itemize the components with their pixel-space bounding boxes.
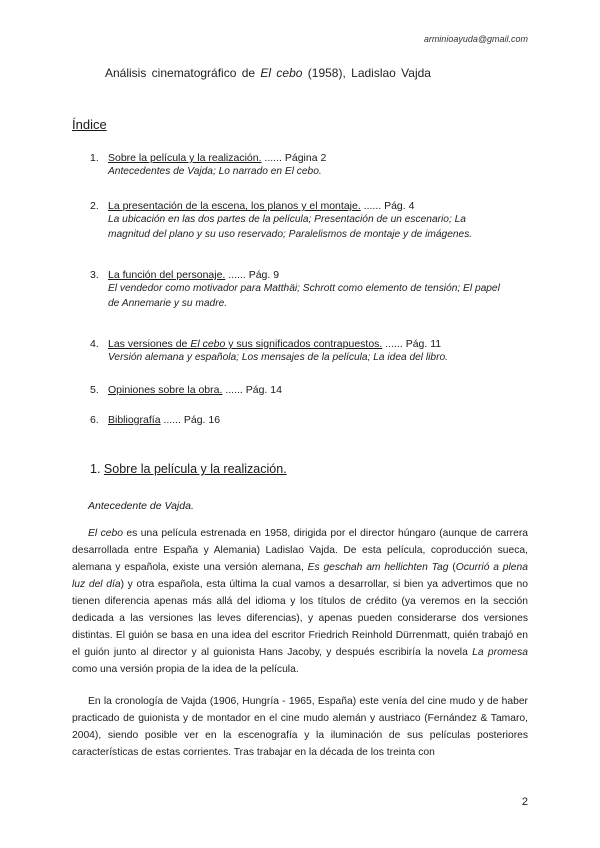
toc-item: 2. La presentación de la escena, los planos y el montaje. ...... Pág. 4 La ubicación en las dos partes de la película; Presentación de un escenario; La magnitud del plano y su uso reservado; Paralelismos de montaje y de imágenes. (90, 200, 508, 242)
toc-link[interactable]: La función del personaje. (108, 269, 226, 281)
toc-item: 6. Bibliografía ...... Pág. 16 (90, 414, 221, 426)
toc-item: 1. Sobre la película y la realización. ...... Página 2 Antecedentes de Vajda; Lo narrado en El cebo. (90, 152, 508, 179)
section-subheading: Antecedente de Vajda. (88, 500, 194, 512)
toc-page: Pág. 9 (248, 269, 280, 281)
toc-page: Pág. 16 (183, 414, 221, 426)
author-email: arminioayuda@gmail.com (423, 34, 528, 44)
toc-subtopics: Versión alemana y española; Los mensajes de la película; La idea del libro. (108, 352, 448, 363)
toc-page: Página 2 (284, 152, 327, 164)
title-film: El cebo (260, 66, 303, 80)
index-heading: Índice (72, 117, 107, 132)
toc-page: Pág. 11 (405, 338, 442, 350)
toc-item: 3. La función del personaje. ...... Pág. 9 El vendedor como motivador para Matthäi; Schrott como elemento de tensión; El papel de Annemarie y su madre. (90, 269, 508, 311)
toc-page: Pág. 14 (245, 384, 282, 396)
section-heading: 1. Sobre la película y la realización. (90, 462, 287, 476)
toc-link[interactable]: Sobre la película y la realización. (108, 152, 262, 164)
toc-link[interactable]: La presentación de la escena, los planos y el montaje. (108, 200, 361, 212)
document-title: Análisis cinematográfico de El cebo (1958), Ladislao Vajda (105, 66, 431, 80)
toc-item: 4. Las versiones de El cebo y sus significados contrapuestos. ...... Pág. 11 Versión alemana y española; Los mensajes de la película; La idea del libro. (90, 338, 508, 365)
page-number: 2 (521, 796, 528, 808)
toc-subtopics: El vendedor como motivador para Matthäi; Schrott como elemento de tensión; El papel de Annemarie y su madre. (108, 283, 500, 309)
body-paragraph: En la cronología de Vajda (1906, Hungría - 1965, España) este venía del cine mudo y de haber practicado de guionista y de montador en el cine mudo alemán y austriaco (Fernández & Tamaro, 2004), siendo posible ver en la escenografía y la iluminación de sus películas posteriores características de estas corrientes. Tras trabajar en la década de los treinta con (72, 696, 528, 758)
toc-link[interactable]: Opiniones sobre la obra. (108, 384, 223, 396)
toc-page: Pág. 4 (384, 200, 415, 212)
toc-item: 5. Opiniones sobre la obra. ...... Pág. 14 (90, 384, 282, 396)
toc-link[interactable]: Las versiones de El cebo y sus significados contrapuestos. (108, 338, 383, 350)
toc-subtopics: La ubicación en las dos partes de la película; Presentación de un escenario; La magnitud del plano y su uso reservado; Paralelismos de montaje y de imágenes. (108, 214, 473, 240)
toc-link[interactable]: Bibliografía (108, 414, 161, 426)
toc-subtopics: Antecedentes de Vajda; Lo narrado en El cebo. (108, 166, 322, 177)
body-paragraph: El cebo es una película estrenada en 1958, dirigida por el director húngaro (aunque de carrera desarrollada entre España y Alemania) Ladislao Vajda. De esta película, coproducción sueca, alemana y española, existe una versión alemana, Es geschah am hellichten Tag (Ocurrió a plena luz del día) y otra española, esta última la cual vamos a desarrollar, si bien ya advertimos que no tienen diferencia apenas más allá del idioma y los títulos de crédito (ya veremos en la sección dedicada a las versiones las leves diferencias), y apenas pueden considerarse dos versiones distintas. El guión se basa en una idea del escritor Friedrich Reinhold Dürrenmatt, quién trabajó en el guión junto al director y al guionista Hans Jacoby, y después escribiría la novela La promesa como una versión propia de la idea de la película. (72, 528, 528, 675)
